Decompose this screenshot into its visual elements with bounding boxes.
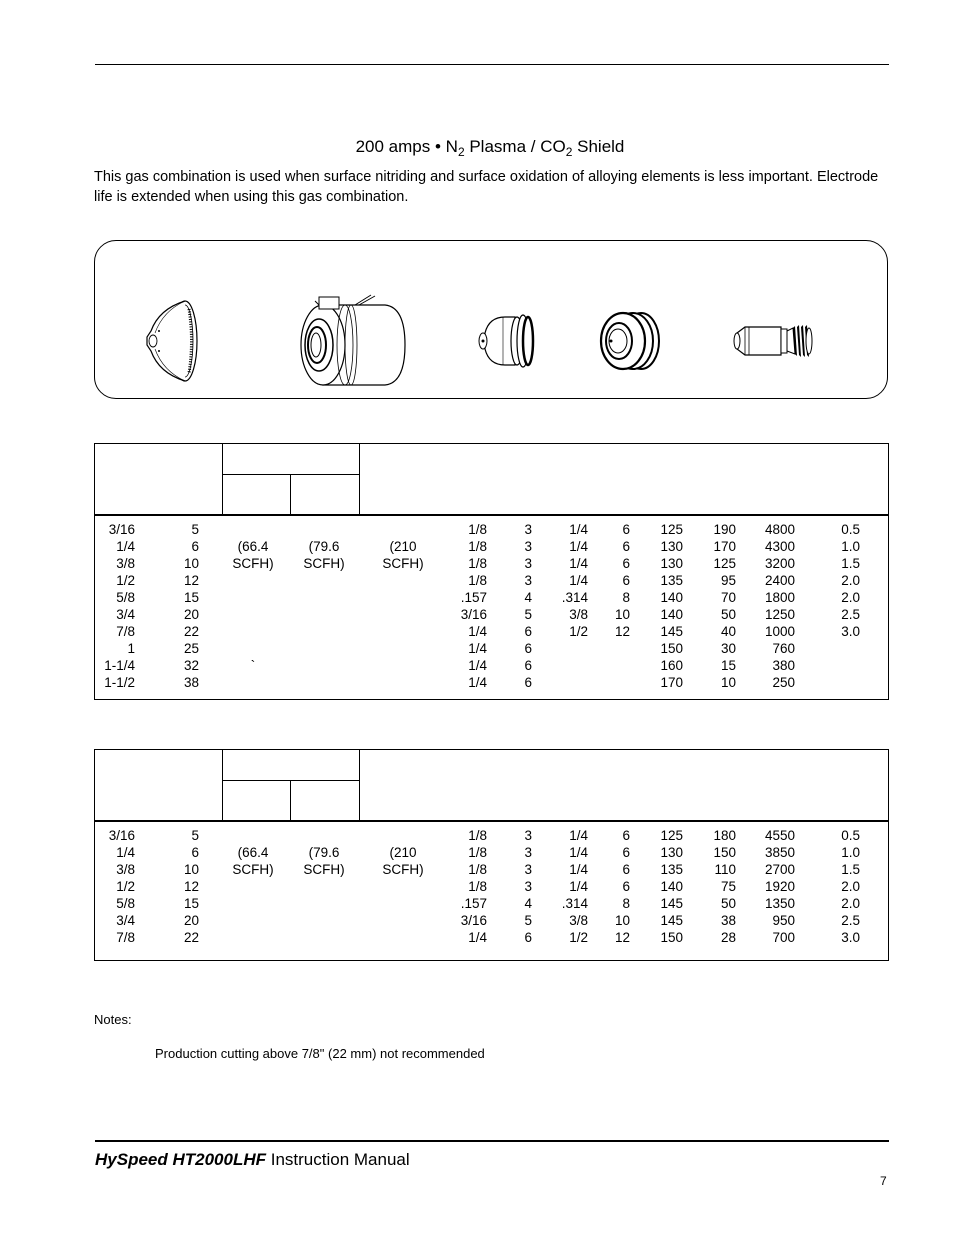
col-material-thickness-in: 1/2 [116, 879, 135, 894]
col-torch-to-work-mm: 6 [524, 624, 532, 639]
col-material-thickness-mm: 5 [191, 828, 199, 843]
col-arc-voltage: 135 [660, 862, 683, 877]
col-torch-to-work-in: 1/8 [468, 879, 487, 894]
col-travel-speed-ipm: 15 [720, 658, 736, 673]
col-pierce-delay: 2.0 [841, 896, 860, 911]
col-torch-to-work-mm: 3 [524, 522, 532, 537]
col-pierce-height-in: 3/8 [569, 607, 588, 622]
col-pierce-delay: 1.0 [841, 539, 860, 554]
col-pierce-height-in: 1/4 [569, 879, 588, 894]
col-travel-speed-mm: 760 [772, 641, 795, 656]
col-material-thickness-mm: 6 [191, 539, 199, 554]
col-material-thickness-in: 1/4 [116, 845, 135, 860]
col-arc-voltage: 150 [660, 930, 683, 945]
col-torch-to-work-mm: 6 [524, 675, 532, 690]
col-torch-to-work-mm: 5 [524, 607, 532, 622]
col-pierce-height-mm: 6 [622, 862, 630, 877]
col-torch-to-work-mm: 5 [524, 913, 532, 928]
col-pierce-height-mm: 6 [622, 539, 630, 554]
col-pierce-height-in: 1/4 [569, 522, 588, 537]
col-preflow: SCFH) [232, 556, 274, 571]
col-pierce-height-in: 1/2 [569, 930, 588, 945]
col-travel-speed-ipm: 170 [713, 539, 736, 554]
col-material-thickness-mm: 12 [183, 573, 199, 588]
col-pierce-delay: 2.5 [841, 607, 860, 622]
col-material-thickness-mm: 6 [191, 845, 199, 860]
col-pierce-delay: 2.0 [841, 573, 860, 588]
col-travel-speed-ipm: 50 [720, 896, 736, 911]
col-torch-to-work-in: 1/4 [468, 658, 487, 673]
col-torch-to-work-in: 1/8 [468, 828, 487, 843]
col-torch-to-work-in: 1/8 [468, 539, 487, 554]
col-travel-speed-mm: 250 [772, 675, 795, 690]
col-torch-to-work-mm: 4 [524, 896, 532, 911]
col-arc-voltage: 145 [660, 624, 683, 639]
retaining-cap-icon [295, 293, 407, 387]
nozzle-icon [475, 311, 535, 371]
col-torch-to-work-mm: 3 [524, 845, 532, 860]
col-material-thickness-in: 1-1/4 [104, 658, 135, 673]
swirl-ring-icon [597, 311, 665, 371]
col-torch-to-work-mm: 6 [524, 658, 532, 673]
col-travel-speed-ipm: 10 [720, 675, 736, 690]
col-pierce-height-in: 1/4 [569, 845, 588, 860]
col-travel-speed-ipm: 75 [720, 879, 736, 894]
notes-label: Notes: [94, 1012, 132, 1027]
col-travel-speed-mm: 3200 [764, 556, 795, 571]
col-travel-speed-mm: 2700 [764, 862, 795, 877]
col-shield-flow: (210 [389, 539, 417, 554]
col-material-thickness-mm: 15 [183, 896, 199, 911]
col-torch-to-work-in: 1/8 [468, 845, 487, 860]
col-material-thickness-in: 1/4 [116, 539, 135, 554]
table-row [95, 827, 888, 844]
col-torch-to-work-in: 1/4 [468, 675, 487, 690]
col-pierce-delay: 1.5 [841, 862, 860, 877]
col-material-thickness-mm: 22 [183, 930, 199, 945]
col-torch-to-work-in: .157 [460, 590, 487, 605]
table-row [95, 895, 888, 912]
col-torch-to-work-in: 1/4 [468, 930, 487, 945]
col-pierce-delay: 2.0 [841, 590, 860, 605]
col-torch-to-work-in: 1/4 [468, 624, 487, 639]
col-material-thickness-in: 1/2 [116, 573, 135, 588]
col-travel-speed-mm: 700 [772, 930, 795, 945]
col-pierce-delay: 1.0 [841, 845, 860, 860]
table-row [95, 657, 888, 674]
col-torch-to-work-in: 1/8 [468, 573, 487, 588]
col-preflow: (66.4 [237, 539, 269, 554]
col-torch-to-work-in: 3/16 [460, 913, 487, 928]
col-torch-to-work-mm: 4 [524, 590, 532, 605]
table-row [95, 844, 888, 861]
table-row [95, 929, 888, 946]
col-arc-voltage: 140 [660, 879, 683, 894]
col-material-thickness-in: 3/4 [116, 607, 135, 622]
table-row [95, 521, 888, 538]
col-material-thickness-in: 3/16 [108, 828, 135, 843]
col-pierce-delay: 3.0 [841, 930, 860, 945]
col-material-thickness-in: 3/16 [108, 522, 135, 537]
col-travel-speed-ipm: 30 [720, 641, 736, 656]
col-pierce-height-mm: 6 [622, 573, 630, 588]
col-material-thickness-in: 5/8 [116, 896, 135, 911]
col-travel-speed-mm: 1920 [764, 879, 795, 894]
col-pierce-height-in: 1/4 [569, 573, 588, 588]
col-shield-flow: SCFH) [382, 556, 424, 571]
col-travel-speed-ipm: 125 [713, 556, 736, 571]
col-torch-to-work-mm: 6 [524, 930, 532, 945]
col-arc-voltage: 145 [660, 896, 683, 911]
col-material-thickness-in: 7/8 [116, 624, 135, 639]
col-arc-voltage: 150 [660, 641, 683, 656]
col-material-thickness-mm: 20 [183, 607, 199, 622]
col-material-thickness-mm: 38 [183, 675, 199, 690]
header-rule [95, 64, 889, 65]
col-material-thickness-mm: 20 [183, 913, 199, 928]
col-material-thickness-in: 3/8 [116, 556, 135, 571]
col-torch-to-work-in: 1/8 [468, 556, 487, 571]
col-travel-speed-mm: 1250 [764, 607, 795, 622]
col-material-thickness-mm: 10 [183, 556, 199, 571]
cut-chart-table-1 [94, 443, 889, 700]
footer-title: HySpeed HT2000LHF Instruction Manual [95, 1150, 410, 1169]
col-torch-to-work-mm: 3 [524, 556, 532, 571]
col-pierce-height-mm: 6 [622, 879, 630, 894]
col-travel-speed-ipm: 180 [713, 828, 736, 843]
col-material-thickness-in: 3/4 [116, 913, 135, 928]
table-row [95, 589, 888, 606]
cut-chart-table-2 [94, 749, 889, 961]
col-pierce-height-mm: 6 [622, 556, 630, 571]
col-travel-speed-mm: 4300 [764, 539, 795, 554]
col-pierce-height-in: 1/2 [569, 624, 588, 639]
col-travel-speed-mm: 1000 [764, 624, 795, 639]
col-pierce-height-in: 1/4 [569, 862, 588, 877]
col-material-thickness-mm: 5 [191, 522, 199, 537]
col-material-thickness-in: 1 [127, 641, 135, 656]
col-torch-to-work-mm: 3 [524, 539, 532, 554]
col-material-thickness-in: 1-1/2 [104, 675, 135, 690]
col-cutflow: SCFH) [303, 556, 345, 571]
col-torch-to-work-in: .157 [460, 896, 487, 911]
table-row [95, 640, 888, 657]
col-travel-speed-ipm: 150 [713, 845, 736, 860]
col-pierce-height-mm: 6 [622, 522, 630, 537]
col-torch-to-work-mm: 3 [524, 573, 532, 588]
col-pierce-delay: 1.5 [841, 556, 860, 571]
col-arc-voltage: 125 [660, 522, 683, 537]
col-arc-voltage: 140 [660, 590, 683, 605]
table-row [95, 674, 888, 691]
col-shield-flow: (210 [389, 845, 417, 860]
col-travel-speed-mm: 380 [772, 658, 795, 673]
footer-rule [95, 1140, 889, 1142]
col-preflow: SCFH) [232, 862, 274, 877]
electrode-icon [731, 321, 815, 361]
col-torch-to-work-in: 1/8 [468, 862, 487, 877]
col-pierce-delay: 0.5 [841, 828, 860, 843]
col-material-thickness-in: 3/8 [116, 862, 135, 877]
col-travel-speed-mm: 1800 [764, 590, 795, 605]
col-pierce-height-mm: 10 [614, 913, 630, 928]
col-pierce-height-mm: 12 [614, 624, 630, 639]
col-material-thickness-mm: 32 [183, 658, 199, 673]
col-torch-to-work-mm: 3 [524, 862, 532, 877]
shield-icon [139, 299, 201, 383]
col-pierce-delay: 3.0 [841, 624, 860, 639]
table-row [95, 606, 888, 623]
col-pierce-height-mm: 6 [622, 828, 630, 843]
col-cutflow: (79.6 [308, 845, 340, 860]
col-arc-voltage: 130 [660, 845, 683, 860]
col-material-thickness-mm: 10 [183, 862, 199, 877]
col-pierce-height-in: 1/4 [569, 539, 588, 554]
col-pierce-height-in: .314 [561, 590, 588, 605]
col-pierce-height-mm: 10 [614, 607, 630, 622]
col-pierce-delay: 2.5 [841, 913, 860, 928]
col-material-thickness-mm: 22 [183, 624, 199, 639]
col-pierce-height-mm: 8 [622, 590, 630, 605]
page-title: 200 amps • $N_2$ Plasma / $CO_2$ Shield [355, 137, 625, 159]
col-arc-voltage: 170 [660, 675, 683, 690]
intro-paragraph: This gas combination is used when surface nitriding and surface oxidation of alloying elements is less important. Electrode life is extended when using this gas combination. [94, 169, 879, 205]
col-pierce-height-in: 1/4 [569, 556, 588, 571]
table-row [95, 878, 888, 895]
col-torch-to-work-in: 1/8 [468, 522, 487, 537]
page-number: 7 [880, 1174, 887, 1188]
col-travel-speed-mm: 1350 [764, 896, 795, 911]
col-material-thickness-mm: 12 [183, 879, 199, 894]
col-arc-voltage: 130 [660, 556, 683, 571]
col-cutflow: (79.6 [308, 539, 340, 554]
col-torch-to-work-in: 3/16 [460, 607, 487, 622]
col-travel-speed-mm: 950 [772, 913, 795, 928]
col-travel-speed-ipm: 190 [713, 522, 736, 537]
col-travel-speed-ipm: 50 [720, 607, 736, 622]
table-row [95, 861, 888, 878]
col-travel-speed-ipm: 70 [720, 590, 736, 605]
table-row [95, 912, 888, 929]
col-material-thickness-mm: 15 [183, 590, 199, 605]
col-travel-speed-mm: 2400 [764, 573, 795, 588]
col-material-thickness-mm: 25 [183, 641, 199, 656]
col-arc-voltage: 125 [660, 828, 683, 843]
col-pierce-delay: 2.0 [841, 879, 860, 894]
col-arc-voltage: 145 [660, 913, 683, 928]
table-row [95, 623, 888, 640]
col-travel-speed-ipm: 95 [720, 573, 736, 588]
col-travel-speed-ipm: 40 [720, 624, 736, 639]
note-item: Production cutting above 7/8" (22 mm) not recommended [155, 1046, 485, 1061]
col-pierce-height-in: 1/4 [569, 828, 588, 843]
col-travel-speed-ipm: 110 [714, 862, 736, 877]
col-cutflow: SCFH) [303, 862, 345, 877]
col-travel-speed-ipm: 38 [720, 913, 736, 928]
col-material-thickness-in: 7/8 [116, 930, 135, 945]
col-preflow: (66.4 [237, 845, 269, 860]
col-arc-voltage: 130 [660, 539, 683, 554]
table-row [95, 572, 888, 589]
col-arc-voltage: 160 [660, 658, 683, 673]
consumables-panel [94, 240, 888, 399]
col-torch-to-work-mm: 6 [524, 641, 532, 656]
col-pierce-height-mm: 6 [622, 845, 630, 860]
table-row [95, 538, 888, 555]
table-row [95, 555, 888, 572]
col-preflow: ` [250, 658, 256, 673]
col-torch-to-work-in: 1/4 [468, 641, 487, 656]
col-travel-speed-mm: 4550 [764, 828, 795, 843]
col-travel-speed-mm: 4800 [764, 522, 795, 537]
col-pierce-height-mm: 8 [622, 896, 630, 911]
col-pierce-height-in: .314 [561, 896, 588, 911]
col-pierce-height-in: 3/8 [569, 913, 588, 928]
col-travel-speed-mm: 3850 [764, 845, 795, 860]
col-torch-to-work-mm: 3 [524, 879, 532, 894]
col-arc-voltage: 140 [660, 607, 683, 622]
col-travel-speed-ipm: 28 [720, 930, 736, 945]
col-torch-to-work-mm: 3 [524, 828, 532, 843]
col-shield-flow: SCFH) [382, 862, 424, 877]
col-pierce-height-mm: 12 [614, 930, 630, 945]
col-arc-voltage: 135 [660, 573, 683, 588]
col-pierce-delay: 0.5 [841, 522, 860, 537]
col-material-thickness-in: 5/8 [116, 590, 135, 605]
